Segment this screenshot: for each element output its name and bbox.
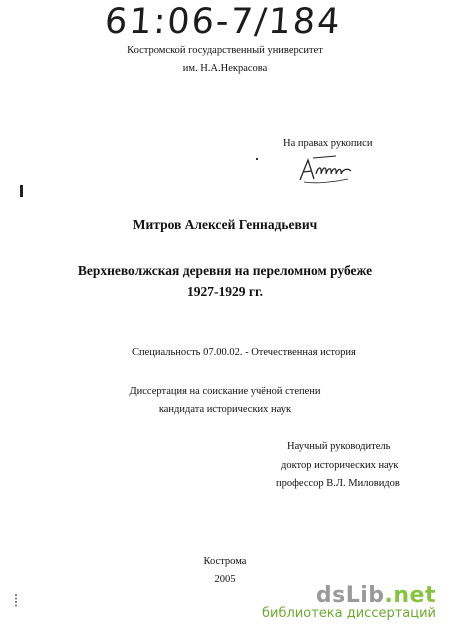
supervisor-degree: доктор исторических наук bbox=[281, 460, 399, 471]
rights-note: На правах рукописи bbox=[283, 138, 373, 149]
author-name: Митров Алексей Геннадьевич bbox=[132, 217, 318, 232]
signature-image bbox=[296, 152, 356, 186]
logo-part-ds: dsLib bbox=[315, 583, 385, 608]
university-named-after: им. Н.А.Некрасова bbox=[182, 63, 268, 74]
dslib-watermark-logo bbox=[262, 583, 436, 621]
supervisor-label: Научный руководитель bbox=[287, 441, 391, 452]
degree-line-2: кандидата исторических наук bbox=[158, 404, 292, 415]
dissertation-title: Верхневолжская деревня на переломном рубеже bbox=[77, 263, 373, 278]
archive-number-handwritten: 61:06-7/184 bbox=[103, 2, 343, 42]
scan-mark-bottom bbox=[13, 593, 19, 609]
university-name: Костромской государственный университет bbox=[127, 45, 323, 56]
logo-part-net: .net bbox=[384, 583, 436, 608]
scan-speck bbox=[256, 158, 258, 160]
dslib-logo-tagline: библиотека диссертаций bbox=[262, 606, 436, 621]
city: Кострома bbox=[203, 556, 247, 567]
dissertation-years: 1927-1929 гг. bbox=[187, 284, 263, 299]
degree-line-1: Диссертация на соискание учёной степени bbox=[129, 386, 321, 397]
specialty: Специальность 07.00.02. - Отечественная история bbox=[132, 347, 356, 358]
dslib-logo-name bbox=[262, 583, 436, 608]
scan-mark bbox=[20, 185, 23, 197]
supervisor-name: профессор В.Л. Миловидов bbox=[276, 478, 400, 489]
year: 2005 bbox=[214, 574, 236, 585]
